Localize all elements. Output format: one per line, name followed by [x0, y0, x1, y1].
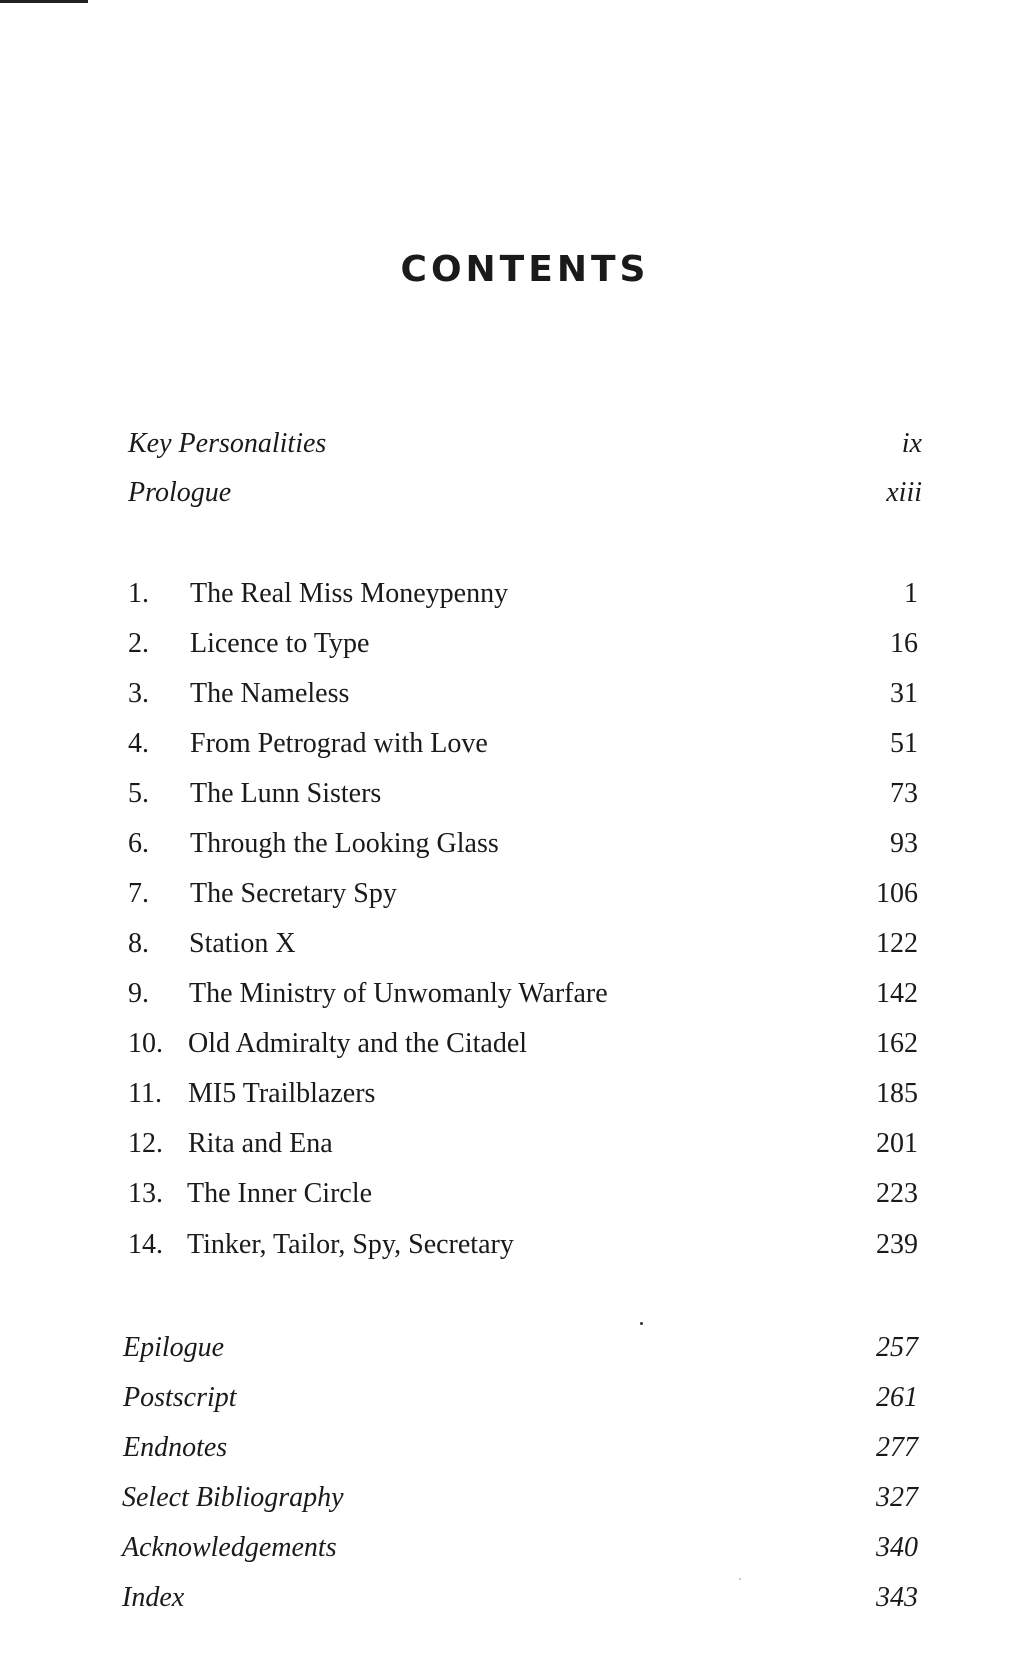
chapter-page: 122 — [876, 928, 918, 959]
chapter-number: 13. — [128, 1178, 163, 1209]
toc-chapter-3[interactable] — [128, 674, 918, 714]
chapter-number: 2. — [128, 628, 149, 659]
chapter-title: MI5 Trailblazers — [188, 1078, 376, 1109]
print-speck-faint — [739, 1578, 741, 1580]
chapter-number: 6. — [128, 828, 149, 859]
entry-label: Acknowledgements — [122, 1532, 337, 1563]
toc-chapter-9[interactable] — [128, 974, 918, 1014]
toc-chapter-13[interactable] — [128, 1174, 918, 1214]
toc-entry-index[interactable] — [122, 1578, 918, 1618]
chapter-number: 5. — [128, 778, 149, 809]
chapter-title: The Lunn Sisters — [190, 778, 382, 809]
chapter-title: Rita and Ena — [188, 1128, 333, 1159]
chapter-page: 73 — [890, 778, 918, 809]
chapter-page: 51 — [890, 728, 918, 759]
entry-page: ix — [901, 428, 922, 459]
toc-chapter-1[interactable] — [128, 574, 918, 614]
chapter-page: 106 — [876, 878, 918, 909]
entry-label: Postscript — [123, 1382, 237, 1413]
toc-entry-acknowledgements[interactable] — [122, 1528, 918, 1568]
chapter-number: 10. — [128, 1028, 163, 1059]
chapter-page: 31 — [890, 678, 918, 709]
entry-label: Endnotes — [123, 1432, 228, 1463]
toc-chapter-12[interactable] — [128, 1124, 918, 1164]
chapter-number: 3. — [128, 678, 149, 709]
toc-chapter-5[interactable] — [128, 774, 918, 814]
chapter-page: 223 — [876, 1178, 918, 1209]
chapter-number: 12. — [128, 1128, 163, 1159]
chapter-page: 142 — [876, 978, 918, 1009]
toc-chapter-8[interactable] — [128, 924, 918, 964]
chapter-number: 1. — [128, 578, 149, 609]
toc-entry-key-personalities[interactable] — [128, 424, 922, 464]
toc-chapter-10[interactable] — [128, 1024, 918, 1064]
chapter-number: 7. — [128, 878, 149, 909]
chapter-title: The Inner Circle — [187, 1178, 373, 1209]
chapter-title: Licence to Type — [190, 628, 370, 659]
entry-label: Key Personalities — [128, 428, 327, 459]
chapter-number: 9. — [128, 978, 149, 1009]
chapter-page: 201 — [876, 1128, 918, 1159]
chapter-title: The Real Miss Moneypenny — [190, 578, 509, 609]
chapter-number: 14. — [128, 1229, 163, 1260]
page-title: CONTENTS — [400, 249, 650, 290]
chapter-page: 185 — [876, 1078, 918, 1109]
entry-page: xiii — [886, 477, 922, 508]
toc-entry-endnotes[interactable] — [123, 1428, 918, 1468]
chapter-title: The Nameless — [190, 678, 350, 709]
print-speck — [640, 1322, 643, 1325]
entry-page: 261 — [876, 1382, 918, 1413]
chapter-title: Station X — [189, 928, 296, 959]
top-edge-rule — [0, 0, 88, 3]
entry-label: Epilogue — [123, 1332, 225, 1363]
entry-label: Prologue — [128, 477, 232, 508]
chapter-page: 162 — [876, 1028, 918, 1059]
chapter-title: Tinker, Tailor, Spy, Secretary — [187, 1229, 514, 1260]
chapter-title: The Secretary Spy — [190, 878, 397, 909]
chapter-title: Old Admiralty and the Citadel — [188, 1028, 528, 1059]
toc-chapter-2[interactable] — [128, 624, 918, 664]
entry-page: 327 — [876, 1482, 918, 1513]
toc-entry-epilogue[interactable] — [123, 1328, 918, 1368]
entry-page: 340 — [876, 1532, 918, 1563]
entry-page: 343 — [876, 1582, 918, 1613]
toc-chapter-7[interactable] — [128, 874, 918, 914]
toc-chapter-14[interactable] — [128, 1225, 918, 1265]
toc-chapter-6[interactable] — [128, 824, 918, 864]
chapter-page: 93 — [890, 828, 918, 859]
toc-entry-select-bibliography[interactable] — [122, 1478, 918, 1518]
chapter-page: 239 — [876, 1229, 918, 1260]
entry-label: Index — [122, 1582, 185, 1613]
chapter-number: 8. — [128, 928, 149, 959]
chapter-title: From Petrograd with Love — [190, 728, 488, 759]
chapter-title: Through the Looking Glass — [190, 828, 499, 859]
chapter-title: The Ministry of Unwomanly Warfare — [189, 978, 608, 1009]
chapter-number: 11. — [128, 1078, 162, 1109]
chapter-page: 1 — [904, 578, 918, 609]
toc-entry-postscript[interactable] — [123, 1378, 918, 1418]
entry-page: 257 — [876, 1332, 918, 1363]
entry-page: 277 — [876, 1432, 918, 1463]
chapter-page: 16 — [890, 628, 918, 659]
chapter-number: 4. — [128, 728, 149, 759]
toc-entry-prologue[interactable] — [128, 473, 922, 513]
toc-chapter-11[interactable] — [128, 1074, 918, 1114]
entry-label: Select Bibliography — [122, 1482, 344, 1513]
toc-chapter-4[interactable] — [128, 724, 918, 764]
